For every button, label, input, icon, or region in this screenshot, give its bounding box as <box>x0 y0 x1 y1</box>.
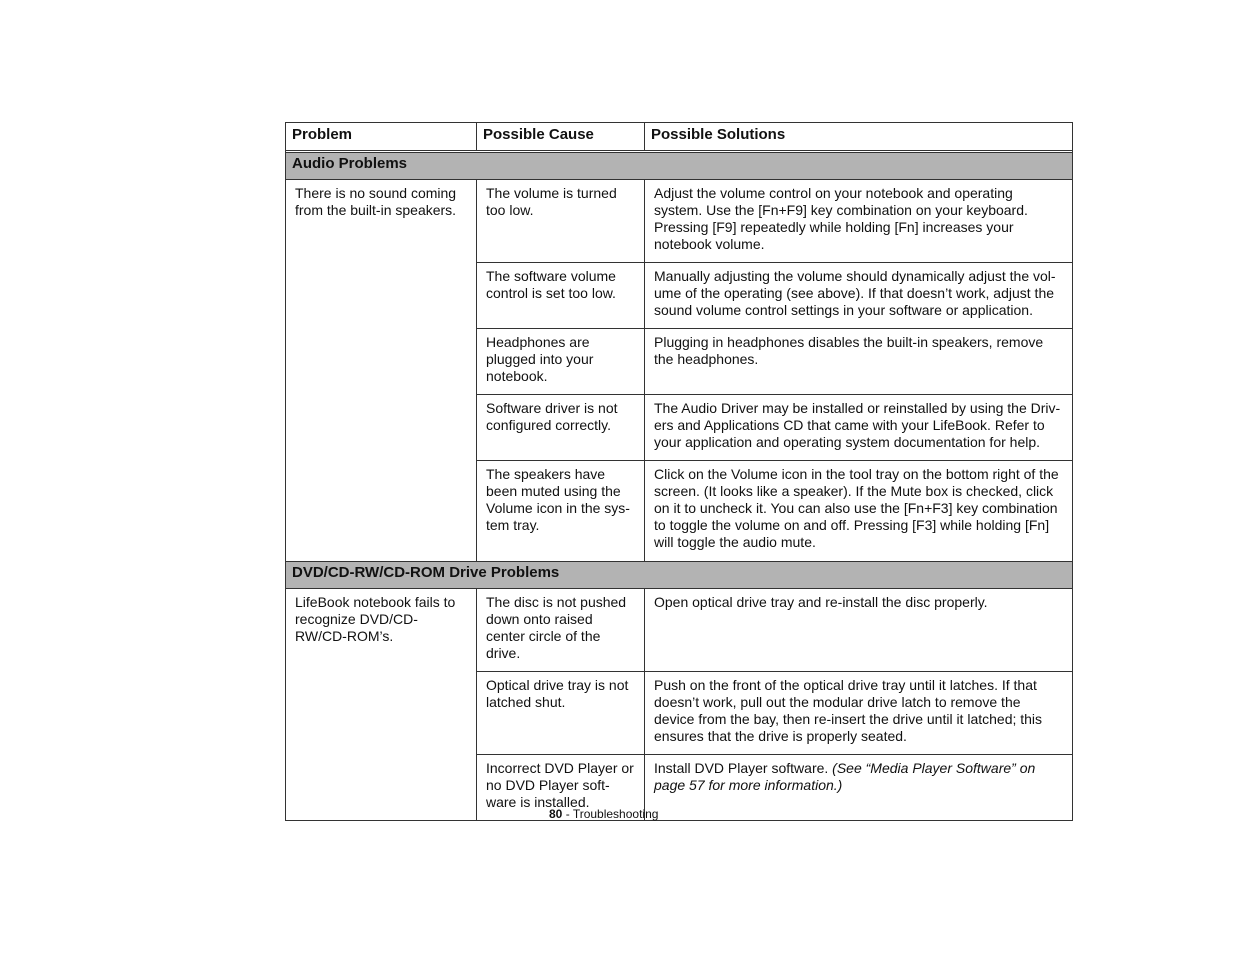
table-row <box>286 589 1073 672</box>
cause-cell: Incorrect DVD Player or no DVD Player soft-ware is installed. <box>477 755 645 821</box>
cause-cell: Headphones are plugged into your notebook. <box>477 329 645 395</box>
solution-cell: Plugging in headphones disables the built-in speakers, remove the headphones. <box>645 329 1073 395</box>
cause-cell: Software driver is not configured correctly. <box>477 395 645 461</box>
header-possible-solutions: Possible Solutions <box>645 123 1073 151</box>
problem-cell: LifeBook notebook fails to recognize DVD/CD-RW/CD-ROM’s. <box>286 589 477 821</box>
header-problem: Problem <box>286 123 477 151</box>
problem-cell: There is no sound coming from the built-in speakers. <box>286 180 477 562</box>
footer-separator: - <box>562 807 573 821</box>
table-header-row <box>286 123 1073 151</box>
cause-cell: The speakers have been muted using the Volume icon in the sys-tem tray. <box>477 461 645 562</box>
cause-cell: The disc is not pushed down onto raised center circle of the drive. <box>477 589 645 672</box>
solution-cell: Adjust the volume control on your notebook and operating system. Use the [Fn+F9] key combination on your keyboard. Pressing [F9] repeatedly while holding [Fn] increases your notebook volume. <box>645 180 1073 263</box>
section-title: DVD/CD-RW/CD-ROM Drive Problems <box>286 562 1073 589</box>
solution-cell: Open optical drive tray and re-install the disc properly. <box>645 589 1073 672</box>
cause-cell: Optical drive tray is not latched shut. <box>477 672 645 755</box>
solution-text: Install DVD Player software. <box>654 760 833 776</box>
section-header-dvd <box>286 562 1073 589</box>
page-footer <box>549 807 658 821</box>
cause-cell: The volume is turned too low. <box>477 180 645 263</box>
solution-cell: The Audio Driver may be installed or reinstalled by using the Driv-ers and Applications CD that came with your LifeBook. Refer to your application and operating system documentation for help. <box>645 395 1073 461</box>
table-row <box>286 180 1073 263</box>
footer-section: Troubleshooting <box>572 807 659 821</box>
section-header-audio <box>286 153 1073 180</box>
solution-cell: Manually adjusting the volume should dynamically adjust the vol-ume of the operating (see above). If that doesn’t work, adjust the sound volume control settings in your software or application. <box>645 263 1073 329</box>
page-number: 80 <box>549 807 563 821</box>
solution-cell: Push on the front of the optical drive tray until it latches. If that doesn’t work, pull out the modular drive latch to remove the device from the bay, then re-insert the drive until it latched; this ensures that the drive is properly seated. <box>645 672 1073 755</box>
section-title: Audio Problems <box>286 153 1073 180</box>
cause-cell: The software volume control is set too low. <box>477 263 645 329</box>
solution-reference: (See “Media Player Software” on page 57 for more information.) <box>654 760 1036 793</box>
troubleshooting-table <box>285 122 1073 821</box>
solution-cell <box>645 755 1073 821</box>
solution-cell: Click on the Volume icon in the tool tray on the bottom right of the screen. (It looks like a speaker). If the Mute box is checked, click on it to uncheck it. You can also use the [Fn+F3] key combination to toggle the volume on and off. Pressing [F3] while holding [Fn] will toggle the audio mute. <box>645 461 1073 562</box>
header-possible-cause: Possible Cause <box>477 123 645 151</box>
